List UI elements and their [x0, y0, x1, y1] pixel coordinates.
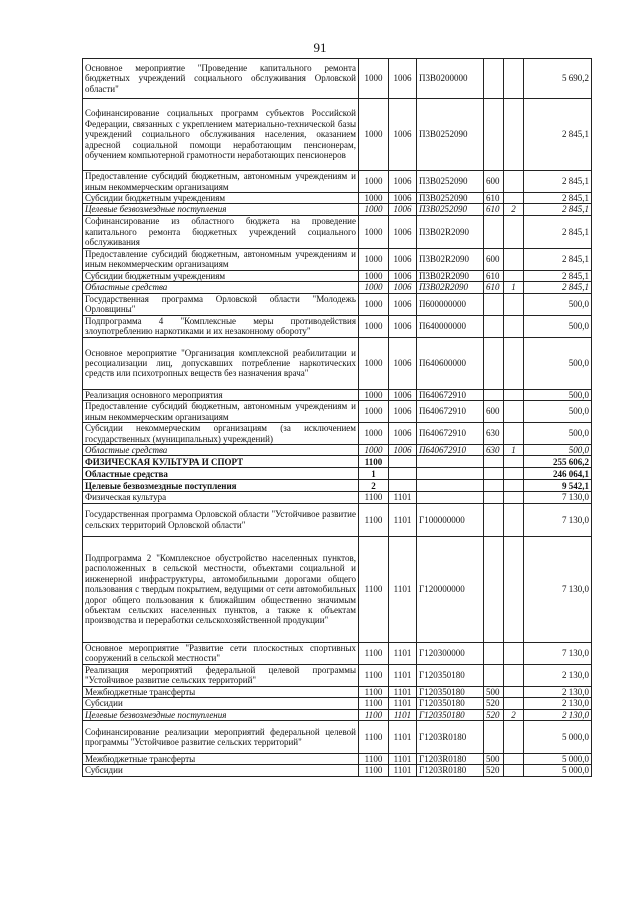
cell-funding-source — [504, 171, 524, 193]
cell-funding-source — [504, 686, 524, 697]
cell-subsection: 1101 — [389, 709, 417, 720]
cell-amount: 500,0 — [524, 445, 592, 456]
cell-target-article: Г1203R0180 — [417, 721, 484, 754]
cell-amount: 2 845,1 — [524, 248, 592, 270]
cell-funding-source — [504, 215, 524, 248]
cell-target-article — [417, 456, 484, 468]
budget-table-body — [83, 59, 592, 777]
cell-section: 1100 — [359, 698, 389, 709]
cell-amount: 255 606,2 — [524, 456, 592, 468]
table-row — [83, 536, 592, 642]
cell-amount: 500,0 — [524, 315, 592, 337]
cell-subsection: 1006 — [389, 389, 417, 400]
cell-expense-type — [484, 337, 504, 389]
cell-amount: 2 130,0 — [524, 698, 592, 709]
cell-expense-type — [484, 503, 504, 536]
cell-section: 1000 — [359, 315, 389, 337]
cell-funding-source — [504, 721, 524, 754]
cell-expense-type — [484, 480, 504, 492]
cell-name: Софинансирование социальных программ субъектов Российской Федерации, связанных с укреплением материально-технической базы учреждений социального обслуживания населения, оказанием адресной социальной помощи неработающим пенсионерам, обучением компьютерной грамотности неработающих пенсионеров — [83, 99, 359, 171]
cell-amount: 7 130,0 — [524, 492, 592, 503]
cell-name: Предоставление субсидий бюджетным, автономным учреждениям и иным некоммерческим организациям — [83, 401, 359, 423]
table-row — [83, 423, 592, 445]
cell-name: Межбюджетные трансферты — [83, 686, 359, 697]
cell-target-article: Г1203R0180 — [417, 765, 484, 776]
cell-expense-type — [484, 468, 504, 480]
cell-target-article: П640672910 — [417, 445, 484, 456]
cell-section: 1000 — [359, 193, 389, 204]
cell-subsection: 1101 — [389, 664, 417, 686]
cell-name: Государственная программа Орловской области "Устойчивое развитие сельских территорий Орловской области" — [83, 503, 359, 536]
cell-expense-type — [484, 456, 504, 468]
cell-funding-source — [504, 270, 524, 281]
cell-expense-type — [484, 642, 504, 664]
cell-funding-source: 1 — [504, 445, 524, 456]
cell-funding-source — [504, 492, 524, 503]
cell-target-article: Г1203R0180 — [417, 754, 484, 765]
cell-funding-source — [504, 337, 524, 389]
cell-subsection: 1006 — [389, 445, 417, 456]
cell-funding-source — [504, 698, 524, 709]
cell-target-article: П3В0252090 — [417, 99, 484, 171]
cell-section: 1000 — [359, 445, 389, 456]
table-row — [83, 503, 592, 536]
cell-name: Целевые безвозмездные поступления — [83, 480, 359, 492]
cell-section: 1000 — [359, 282, 389, 293]
cell-expense-type: 600 — [484, 248, 504, 270]
cell-expense-type: 630 — [484, 445, 504, 456]
cell-name: Целевые безвозмездные поступления — [83, 709, 359, 720]
cell-amount: 246 064,1 — [524, 468, 592, 480]
cell-amount: 2 845,1 — [524, 270, 592, 281]
cell-subsection: 1101 — [389, 492, 417, 503]
cell-name: Субсидии бюджетным учреждениям — [83, 193, 359, 204]
cell-name: Основное мероприятие "Организация комплексной реабилитации и ресоциализации лиц, допускавших потребление наркотических средств или психотропных веществ без назначения врача" — [83, 337, 359, 389]
cell-amount: 2 130,0 — [524, 664, 592, 686]
cell-expense-type: 630 — [484, 423, 504, 445]
cell-section: 1100 — [359, 754, 389, 765]
cell-funding-source — [504, 536, 524, 642]
cell-expense-type — [484, 721, 504, 754]
cell-amount: 7 130,0 — [524, 536, 592, 642]
cell-name: Реализация мероприятий федеральной целевой программы "Устойчивое развитие сельских территорий" — [83, 664, 359, 686]
cell-section: 1100 — [359, 503, 389, 536]
table-row — [83, 468, 592, 480]
cell-section: 1000 — [359, 204, 389, 215]
cell-target-article: Г120350180 — [417, 698, 484, 709]
table-row — [83, 193, 592, 204]
cell-target-article: П3В0252090 — [417, 171, 484, 193]
cell-amount: 500,0 — [524, 423, 592, 445]
cell-expense-type: 500 — [484, 754, 504, 765]
cell-name: Целевые безвозмездные поступления — [83, 204, 359, 215]
cell-target-article: П600000000 — [417, 293, 484, 315]
cell-expense-type: 600 — [484, 401, 504, 423]
cell-section: 1000 — [359, 389, 389, 400]
page-number: 91 — [313, 40, 327, 55]
cell-subsection: 1006 — [389, 270, 417, 281]
cell-section: 1100 — [359, 664, 389, 686]
cell-funding-source — [504, 389, 524, 400]
cell-funding-source: 1 — [504, 282, 524, 293]
cell-section: 1000 — [359, 215, 389, 248]
table-row — [83, 337, 592, 389]
cell-funding-source — [504, 293, 524, 315]
cell-subsection: 1006 — [389, 204, 417, 215]
cell-subsection: 1006 — [389, 401, 417, 423]
cell-expense-type — [484, 99, 504, 171]
cell-subsection: 1101 — [389, 642, 417, 664]
cell-amount: 2 845,1 — [524, 204, 592, 215]
cell-amount: 500,0 — [524, 337, 592, 389]
cell-funding-source — [504, 664, 524, 686]
cell-amount: 500,0 — [524, 293, 592, 315]
cell-subsection: 1006 — [389, 248, 417, 270]
cell-funding-source — [504, 315, 524, 337]
cell-target-article: П640672910 — [417, 389, 484, 400]
cell-expense-type: 610 — [484, 193, 504, 204]
cell-subsection: 1006 — [389, 99, 417, 171]
cell-funding-source — [504, 642, 524, 664]
cell-section: 1100 — [359, 721, 389, 754]
cell-amount: 2 130,0 — [524, 709, 592, 720]
cell-amount: 2 845,1 — [524, 171, 592, 193]
cell-section: 1100 — [359, 492, 389, 503]
cell-name: Физическая культура — [83, 492, 359, 503]
cell-expense-type: 520 — [484, 698, 504, 709]
cell-target-article: П3В02R2090 — [417, 215, 484, 248]
cell-subsection: 1101 — [389, 721, 417, 754]
cell-subsection: 1101 — [389, 765, 417, 776]
cell-funding-source: 2 — [504, 204, 524, 215]
cell-funding-source — [504, 248, 524, 270]
table-row — [83, 664, 592, 686]
cell-subsection: 1101 — [389, 754, 417, 765]
cell-section: 1 — [359, 468, 389, 480]
cell-subsection: 1101 — [389, 686, 417, 697]
cell-subsection — [389, 480, 417, 492]
table-row — [83, 492, 592, 503]
table-row — [83, 282, 592, 293]
table-row — [83, 204, 592, 215]
cell-target-article: П640000000 — [417, 315, 484, 337]
cell-name: Софинансирование из областного бюджета на проведение капитального ремонта бюджетных учреждений социального обслуживания — [83, 215, 359, 248]
cell-amount: 9 542,1 — [524, 480, 592, 492]
cell-funding-source — [504, 59, 524, 99]
cell-section: 1100 — [359, 765, 389, 776]
cell-name: Областные средства — [83, 445, 359, 456]
cell-funding-source — [504, 480, 524, 492]
cell-subsection: 1006 — [389, 293, 417, 315]
table-row — [83, 765, 592, 776]
cell-section: 1000 — [359, 423, 389, 445]
cell-amount: 2 845,1 — [524, 282, 592, 293]
cell-name: Софинансирование реализации мероприятий федеральной целевой программы "Устойчивое развитие сельских территорий" — [83, 721, 359, 754]
cell-target-article: П640672910 — [417, 401, 484, 423]
cell-section: 1000 — [359, 270, 389, 281]
cell-expense-type — [484, 293, 504, 315]
cell-expense-type: 500 — [484, 686, 504, 697]
cell-subsection: 1006 — [389, 282, 417, 293]
cell-section: 1100 — [359, 686, 389, 697]
table-row — [83, 709, 592, 720]
cell-target-article: Г120000000 — [417, 536, 484, 642]
cell-section: 1100 — [359, 456, 389, 468]
cell-section: 1000 — [359, 248, 389, 270]
cell-target-article: П3В02R2090 — [417, 248, 484, 270]
cell-subsection: 1006 — [389, 193, 417, 204]
table-row — [83, 642, 592, 664]
cell-expense-type: 520 — [484, 765, 504, 776]
cell-expense-type — [484, 536, 504, 642]
cell-subsection: 1101 — [389, 698, 417, 709]
table-row — [83, 315, 592, 337]
cell-amount: 5 690,2 — [524, 59, 592, 99]
cell-subsection: 1006 — [389, 59, 417, 99]
cell-name: Субсидии бюджетным учреждениям — [83, 270, 359, 281]
cell-subsection — [389, 456, 417, 468]
cell-name: Основное мероприятие "Развитие сети плоскостных спортивных сооружений в сельской местности" — [83, 642, 359, 664]
cell-amount: 2 845,1 — [524, 99, 592, 171]
table-row — [83, 480, 592, 492]
cell-expense-type: 610 — [484, 270, 504, 281]
cell-section: 1100 — [359, 709, 389, 720]
cell-target-article: П640600000 — [417, 337, 484, 389]
cell-subsection: 1101 — [389, 536, 417, 642]
cell-section: 1100 — [359, 536, 389, 642]
cell-name: Подпрограмма 4 "Комплексные меры противодействия злоупотреблению наркотиками и их незаконному обороту" — [83, 315, 359, 337]
cell-subsection: 1006 — [389, 215, 417, 248]
cell-target-article: Г100000000 — [417, 503, 484, 536]
cell-target-article: Г120350180 — [417, 709, 484, 720]
cell-expense-type: 600 — [484, 171, 504, 193]
cell-section: 1000 — [359, 59, 389, 99]
cell-amount: 5 000,0 — [524, 765, 592, 776]
cell-subsection: 1006 — [389, 337, 417, 389]
cell-amount: 2 845,1 — [524, 193, 592, 204]
cell-section: 1000 — [359, 293, 389, 315]
cell-target-article: Г120350180 — [417, 664, 484, 686]
cell-name: Реализация основного мероприятия — [83, 389, 359, 400]
cell-funding-source — [504, 193, 524, 204]
table-row — [83, 698, 592, 709]
cell-subsection: 1006 — [389, 423, 417, 445]
table-row — [83, 445, 592, 456]
cell-name: ФИЗИЧЕСКАЯ КУЛЬТУРА И СПОРТ — [83, 456, 359, 468]
table-row — [83, 293, 592, 315]
table-row — [83, 248, 592, 270]
cell-expense-type: 610 — [484, 204, 504, 215]
cell-name: Межбюджетные трансферты — [83, 754, 359, 765]
table-row — [83, 401, 592, 423]
cell-expense-type — [484, 59, 504, 99]
cell-name: Областные средства — [83, 468, 359, 480]
cell-name: Субсидии — [83, 765, 359, 776]
cell-name: Субсидии некоммерческим организациям (за исключением государственных (муниципальных) учреждений) — [83, 423, 359, 445]
cell-target-article: П3В0200000 — [417, 59, 484, 99]
table-row — [83, 99, 592, 171]
cell-section: 1000 — [359, 171, 389, 193]
budget-table — [82, 58, 592, 777]
table-row — [83, 270, 592, 281]
cell-expense-type: 520 — [484, 709, 504, 720]
table-row — [83, 686, 592, 697]
cell-expense-type — [484, 664, 504, 686]
cell-target-article: Г120350180 — [417, 686, 484, 697]
cell-funding-source — [504, 99, 524, 171]
cell-section: 1000 — [359, 99, 389, 171]
cell-name: Предоставление субсидий бюджетным, автономным учреждениям и иным некоммерческим организациям — [83, 171, 359, 193]
cell-name: Субсидии — [83, 698, 359, 709]
table-row — [83, 171, 592, 193]
cell-amount: 7 130,0 — [524, 642, 592, 664]
cell-funding-source — [504, 754, 524, 765]
cell-section: 1000 — [359, 401, 389, 423]
cell-funding-source — [504, 456, 524, 468]
cell-amount: 2 130,0 — [524, 686, 592, 697]
cell-target-article: П3В02R2090 — [417, 270, 484, 281]
cell-expense-type — [484, 215, 504, 248]
cell-funding-source — [504, 401, 524, 423]
cell-funding-source — [504, 423, 524, 445]
cell-amount: 500,0 — [524, 401, 592, 423]
cell-target-article — [417, 468, 484, 480]
cell-expense-type — [484, 315, 504, 337]
cell-section: 2 — [359, 480, 389, 492]
cell-funding-source — [504, 468, 524, 480]
cell-funding-source: 2 — [504, 709, 524, 720]
table-row — [83, 59, 592, 99]
table-row — [83, 389, 592, 400]
cell-target-article — [417, 492, 484, 503]
cell-amount: 7 130,0 — [524, 503, 592, 536]
cell-target-article: П3В0252090 — [417, 193, 484, 204]
cell-target-article — [417, 480, 484, 492]
table-row — [83, 215, 592, 248]
cell-target-article: П3В02R2090 — [417, 282, 484, 293]
cell-name: Основное мероприятие "Проведение капитального ремонта бюджетных учреждений социального обслуживания Орловской области" — [83, 59, 359, 99]
cell-name: Подпрограмма 2 "Комплексное обустройство населенных пунктов, расположенных в сельской местности, объектами социальной и инженерной инфраструктуры, автомобильными дорогами общего пользования с твердым покрытием, ведущими от сети автомобильных дорог общего пользования к ближайшим общественно значимым объектам сельских населенных пунктов, а также к объектам производства и переработки сельскохозяйственной продукции" — [83, 536, 359, 642]
table-row — [83, 456, 592, 468]
cell-subsection: 1101 — [389, 503, 417, 536]
cell-name: Государственная программа Орловской области "Молодежь Орловщины" — [83, 293, 359, 315]
cell-section: 1000 — [359, 337, 389, 389]
cell-amount: 2 845,1 — [524, 215, 592, 248]
cell-funding-source — [504, 765, 524, 776]
cell-subsection — [389, 468, 417, 480]
cell-expense-type: 610 — [484, 282, 504, 293]
cell-subsection: 1006 — [389, 171, 417, 193]
cell-target-article: П3В0252090 — [417, 204, 484, 215]
cell-amount: 500,0 — [524, 389, 592, 400]
cell-subsection: 1006 — [389, 315, 417, 337]
table-row — [83, 721, 592, 754]
cell-expense-type — [484, 492, 504, 503]
cell-amount: 5 000,0 — [524, 721, 592, 754]
cell-name: Областные средства — [83, 282, 359, 293]
cell-expense-type — [484, 389, 504, 400]
cell-name: Предоставление субсидий бюджетным, автономным учреждениям и иным некоммерческим организациям — [83, 248, 359, 270]
table-row — [83, 754, 592, 765]
cell-section: 1100 — [359, 642, 389, 664]
cell-amount: 5 000,0 — [524, 754, 592, 765]
cell-target-article: П640672910 — [417, 423, 484, 445]
cell-funding-source — [504, 503, 524, 536]
cell-target-article: Г120300000 — [417, 642, 484, 664]
